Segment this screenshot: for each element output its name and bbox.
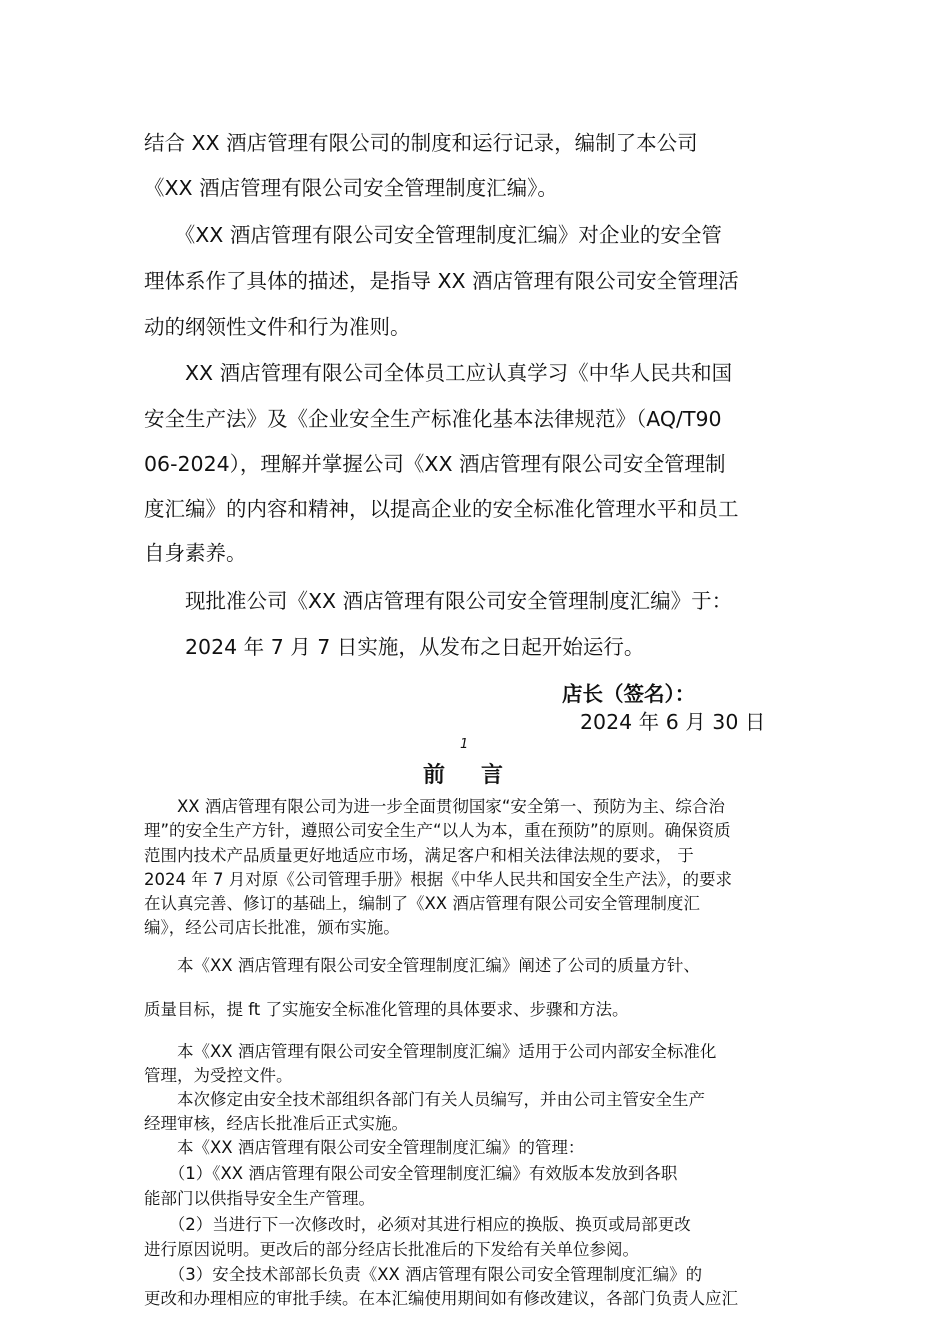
preface-line: 编》，经公司店长批准，颁布实施。 bbox=[144, 918, 400, 937]
preface-line: XX 酒店管理有限公司为进一步全面贯彻国家“安全第一、预防为主、综合治 bbox=[144, 797, 725, 816]
body-line: XX 酒店管理有限公司全体员工应认真学习《中华人民共和国 bbox=[144, 361, 733, 385]
preface-line: 本《XX 酒店管理有限公司安全管理制度汇编》的管理： bbox=[144, 1138, 585, 1157]
preface-line: 管理，为受控文件。 bbox=[144, 1066, 293, 1085]
body-line: 理体系作了具体的描述，是指导 XX 酒店管理有限公司安全管理活 bbox=[144, 269, 739, 293]
preface-line: 更改和办理相应的审批手续。在本汇编使用期间如有修改建议，各部门负责人应汇 bbox=[144, 1289, 738, 1308]
preface-line: 在认真完善、修订的基础上，编制了《XX 酒店管理有限公司安全管理制度汇 bbox=[144, 894, 700, 913]
body-line: 现批准公司《XX 酒店管理有限公司安全管理制度汇编》于： bbox=[144, 589, 733, 613]
body-line: 自身素养。 bbox=[144, 541, 247, 565]
body-line: 度汇编》的内容和精神，以提高企业的安全标准化管理水平和员工 bbox=[144, 497, 739, 521]
body-line: 2024 年 7 月 7 日实施，从发布之日起开始运行。 bbox=[144, 635, 645, 659]
preface-line: 进行原因说明。更改后的部分经店长批准后的下发给有关单位参阅。 bbox=[144, 1240, 639, 1259]
body-line: 《XX 酒店管理有限公司安全管理制度汇编》对企业的安全管 bbox=[144, 223, 722, 247]
preface-line: 本《XX 酒店管理有限公司安全管理制度汇编》阐述了公司的质量方针、 bbox=[144, 956, 700, 975]
preface-line: 经理审核，经店长批准后正式实施。 bbox=[144, 1114, 408, 1133]
preface-line: （1）《XX 酒店管理有限公司安全管理制度汇编》有效版本发放到各职 bbox=[144, 1164, 678, 1183]
preface-line: 理”的安全生产方针，遵照公司安全生产“以人为本，重在预防”的原则。确保资质 bbox=[144, 821, 731, 840]
signature-label: 店长（签名）： bbox=[562, 682, 696, 706]
body-line: 06-2024），理解并掌握公司《XX 酒店管理有限公司安全管理制 bbox=[144, 452, 726, 476]
preface-line: 能部门以供指导安全生产管理。 bbox=[144, 1189, 375, 1208]
preface-line: （3）安全技术部部长负责《XX 酒店管理有限公司安全管理制度汇编》的 bbox=[144, 1265, 703, 1284]
preface-line: 本次修定由安全技术部组织各部门有关人员编写，并由公司主管安全生产 bbox=[144, 1090, 705, 1109]
body-line: 结合 XX 酒店管理有限公司的制度和运行记录，编制了本公司 bbox=[144, 131, 698, 155]
body-line: 《XX 酒店管理有限公司安全管理制度汇编》。 bbox=[144, 176, 558, 200]
page-number: 1 bbox=[460, 737, 469, 752]
preface-line: （2）当进行下一次修改时，必须对其进行相应的换版、换页或局部更改 bbox=[144, 1215, 691, 1234]
preface-line: 本《XX 酒店管理有限公司安全管理制度汇编》适用于公司内部安全标准化 bbox=[144, 1042, 717, 1061]
preface-title: 前言 bbox=[423, 763, 540, 788]
body-line: 安全生产法》及《企业安全生产标准化基本法律规范》（AQ/T90 bbox=[144, 407, 722, 431]
preface-line: 范围内技术产品质量更好地适应市场，满足客户和相关法律法规的要求， 于 bbox=[144, 846, 694, 865]
preface-line: 2024 年 7 月对原《公司管理手册》根据《中华人民共和国安全生产法》，的要求 bbox=[144, 870, 732, 889]
preface-line: 质量目标，提 ft 了实施安全标准化管理的具体要求、步骤和方法。 bbox=[144, 1000, 629, 1019]
body-line: 动的纲领性文件和行为准则。 bbox=[144, 315, 411, 339]
signature-date: 2024 年 6 月 30 日 bbox=[580, 710, 766, 734]
